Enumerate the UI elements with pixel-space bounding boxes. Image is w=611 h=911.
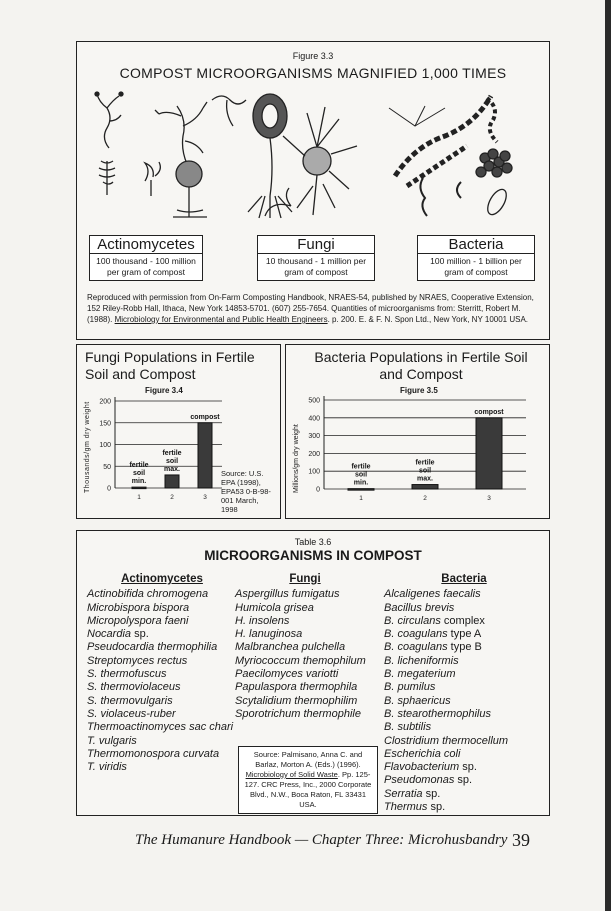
y-tick-label: 50 bbox=[103, 463, 111, 471]
bacteria-figure-label: Figure 3.5 bbox=[400, 386, 438, 395]
organism-item: S. thermofuscus bbox=[87, 668, 167, 681]
organism-item: B. stearothermophilus bbox=[384, 707, 491, 720]
x-tick-label: 1 bbox=[359, 495, 363, 502]
table-source-book: Microbiology of Solid Waste bbox=[245, 770, 338, 779]
organism-item: Flavobacterium sp. bbox=[384, 761, 477, 774]
bacteria-chart-box bbox=[285, 344, 550, 519]
organism-item: T. viridis bbox=[87, 761, 127, 774]
organism-item: B. coagulans type A bbox=[384, 628, 482, 641]
organism-item: H. insolens bbox=[235, 614, 290, 627]
fungi-box bbox=[257, 235, 375, 281]
organism-item: Pseudomonas sp. bbox=[384, 774, 473, 787]
organism-item: Streptomyces rectus bbox=[87, 654, 188, 667]
table-source-text: Source: Palmisano, Anna C. and Barlaz, Morton A. (Eds.) (1996). bbox=[253, 750, 363, 769]
organism-item: Micropolyspora faeni bbox=[87, 614, 189, 627]
bar-label: fertile soil max. bbox=[162, 449, 182, 473]
y-tick-label: 200 bbox=[99, 398, 111, 406]
organism-item: H. lanuginosa bbox=[235, 628, 303, 641]
organism-item: Sporotrichum thermophile bbox=[235, 707, 361, 720]
table-3-6-box bbox=[76, 530, 550, 816]
bar-label: compost bbox=[474, 408, 504, 416]
organism-item: Pseudocardia thermophilia bbox=[87, 641, 218, 654]
bacteria-header: Bacteria bbox=[441, 573, 487, 585]
organism-item: Malbranchea pulchella bbox=[235, 641, 346, 654]
figure-3-3-box bbox=[76, 41, 550, 340]
organism-item: B. coagulans type B bbox=[384, 641, 482, 654]
organism-item: T. vulgaris bbox=[87, 734, 137, 747]
organism-item: B. pumilus bbox=[384, 681, 436, 694]
table-source bbox=[238, 746, 378, 814]
bar-label: compost bbox=[190, 413, 220, 421]
fungi-count: 10 thousand - 1 million per gram of compost bbox=[265, 256, 367, 277]
fungi-column bbox=[235, 573, 375, 721]
organism-item: B. circulans complex bbox=[384, 614, 485, 627]
fungi-chart-box bbox=[76, 344, 281, 519]
organism-item: B. subtilis bbox=[384, 721, 432, 734]
x-tick-label: 3 bbox=[487, 495, 491, 502]
bar-label: fertile soil min. bbox=[129, 462, 149, 486]
bar bbox=[412, 485, 438, 489]
bar bbox=[198, 423, 212, 488]
organism-item: Alcaligenes faecalis bbox=[384, 588, 481, 601]
y-tick-label: 500 bbox=[308, 397, 320, 405]
organism-item: S. thermoviolaceus bbox=[87, 681, 181, 694]
organism-item: Paecilomyces variotti bbox=[235, 668, 339, 681]
credit-text: Reproduced with permission from On-Farm Composting Handbook, NRAES-54, published by NRAES, Cooperative Extension, 152 Riley-Robb Hall, Ithaca, New York 14853-5701. (607) 255-7654. Quantities of microorganisms from: Sterritt, Robert M. (1988). bbox=[87, 293, 534, 324]
organism-item: Nocardia sp. bbox=[87, 628, 149, 641]
bacteria-count: 100 million - 1 billion per gram of compost bbox=[430, 256, 522, 277]
organism-item: Thermoactinomyces sac chari bbox=[87, 721, 234, 734]
x-tick-label: 3 bbox=[203, 494, 207, 501]
microorganism-drawings bbox=[77, 86, 547, 226]
running-footer: The Humanure Handbook — Chapter Three: Microhusbandry bbox=[135, 832, 508, 848]
bar bbox=[165, 475, 179, 488]
organism-item: Scytalidium thermophilim bbox=[235, 694, 358, 707]
bacteria-ylabel: Millions/gm dry weight bbox=[293, 424, 300, 493]
x-tick-label: 2 bbox=[170, 494, 174, 501]
actinomycete-drawing-1 bbox=[95, 92, 123, 148]
organism-item: S. violaceus-ruber bbox=[87, 707, 176, 720]
fungus-drawing-4 bbox=[265, 188, 291, 216]
y-tick-label: 150 bbox=[99, 420, 111, 428]
page-number: 39 bbox=[512, 830, 530, 850]
figure-label: Figure 3.3 bbox=[292, 51, 334, 61]
fungus-drawing-1 bbox=[253, 94, 287, 196]
y-tick-label: 0 bbox=[316, 486, 320, 494]
page-edge bbox=[605, 0, 611, 911]
fungi-ylabel: Thousands/gm dry weight bbox=[84, 401, 91, 493]
y-tick-label: 0 bbox=[107, 485, 111, 493]
organism-item: Microbispora bispora bbox=[87, 601, 190, 614]
table-source-publisher: . Pp. 125-127. CRC Press, Inc., 2000 Corporate Blvd., N.W., Boca Raton, FL 33431 USA. bbox=[244, 770, 372, 809]
fungi-source: Source: U.S. EPA (1998), EPA53 0-B-98-001 March, 1998 bbox=[221, 469, 271, 514]
bar bbox=[132, 487, 146, 489]
actinomycete-drawing-4 bbox=[99, 161, 115, 195]
bacteria-column bbox=[384, 573, 544, 814]
fungus-drawing-2 bbox=[248, 196, 292, 218]
organism-item: Aspergillus fumigatus bbox=[235, 588, 340, 601]
y-tick-label: 100 bbox=[99, 442, 111, 449]
y-tick-label: 300 bbox=[308, 433, 320, 441]
organism-item: Papulaspora thermophila bbox=[235, 681, 358, 694]
organism-item: S. thermovulgaris bbox=[87, 694, 173, 707]
organism-item: Clostridium thermocellum bbox=[384, 734, 509, 747]
bacteria-box bbox=[417, 235, 535, 281]
y-tick-label: 100 bbox=[308, 468, 320, 476]
organism-item: Myriococcum themophilum bbox=[235, 654, 366, 667]
actinomycete-drawing-6 bbox=[173, 161, 207, 217]
figure-credit bbox=[87, 292, 542, 325]
fungi-name: Fungi bbox=[258, 236, 374, 254]
x-tick-label: 1 bbox=[137, 494, 141, 501]
organism-item: Humicola grisea bbox=[235, 601, 314, 614]
organism-item: Actinobifida chromogena bbox=[87, 588, 209, 601]
y-tick-label: 400 bbox=[308, 415, 320, 423]
fungi-chart-title: Fungi Populations in Fertile Soil and Compost bbox=[85, 349, 255, 382]
figure-title: COMPOST MICROORGANISMS MAGNIFIED 1,000 TIMES bbox=[119, 65, 507, 81]
table-label: Table 3.6 bbox=[294, 537, 332, 547]
fungi-header: Fungi bbox=[289, 573, 321, 585]
organism-item: B. licheniformis bbox=[384, 654, 459, 667]
organism-item: Escherichia coli bbox=[384, 747, 461, 760]
organism-item: B. megaterium bbox=[384, 668, 456, 681]
table-title: MICROORGANISMS IN COMPOST bbox=[204, 548, 422, 563]
organism-item: Thermus sp. bbox=[384, 801, 446, 814]
fungus-drawing-3 bbox=[283, 107, 357, 215]
actinomycete-drawing-3 bbox=[212, 96, 246, 126]
bar-label: fertile soil max. bbox=[415, 459, 435, 483]
organism-item: Serratia sp. bbox=[384, 787, 441, 800]
bar bbox=[348, 489, 374, 491]
bacteria-chart-title: Bacteria Populations in Fertile Soil and Compost bbox=[314, 349, 528, 382]
bar-label: fertile soil min. bbox=[351, 463, 371, 487]
organism-item: Thermomonospora curvata bbox=[87, 747, 220, 760]
organism-item: Bacillus brevis bbox=[384, 601, 455, 614]
bacteria-drawing-clusters bbox=[476, 149, 512, 177]
actinomycete-drawing-2 bbox=[155, 102, 207, 164]
organism-item: B. sphaericus bbox=[384, 694, 451, 707]
fungi-figure-label: Figure 3.4 bbox=[145, 386, 183, 395]
actinomycete-drawing-5 bbox=[145, 162, 160, 196]
bacteria-name: Bacteria bbox=[418, 236, 534, 254]
credit-book-title: Microbiology for Environmental and Public Health Engineers bbox=[114, 315, 328, 324]
y-tick-label: 200 bbox=[308, 450, 320, 458]
bacteria-drawing-rods bbox=[420, 178, 510, 218]
actinomycetes-count: 100 thousand - 100 million per gram of compost bbox=[96, 256, 196, 277]
bar bbox=[476, 418, 502, 489]
actinomycetes-name: Actinomycetes bbox=[90, 236, 202, 254]
x-tick-label: 2 bbox=[423, 495, 427, 502]
actinomycetes-column bbox=[87, 573, 237, 774]
actinomycetes-box bbox=[89, 235, 203, 281]
actinomycetes-header: Actinomycetes bbox=[121, 573, 203, 585]
bacteria-chart bbox=[286, 345, 549, 518]
credit-publisher: . p. 200. E. & F. N. Spon Ltd., New York, NY 10001 USA. bbox=[327, 315, 529, 324]
